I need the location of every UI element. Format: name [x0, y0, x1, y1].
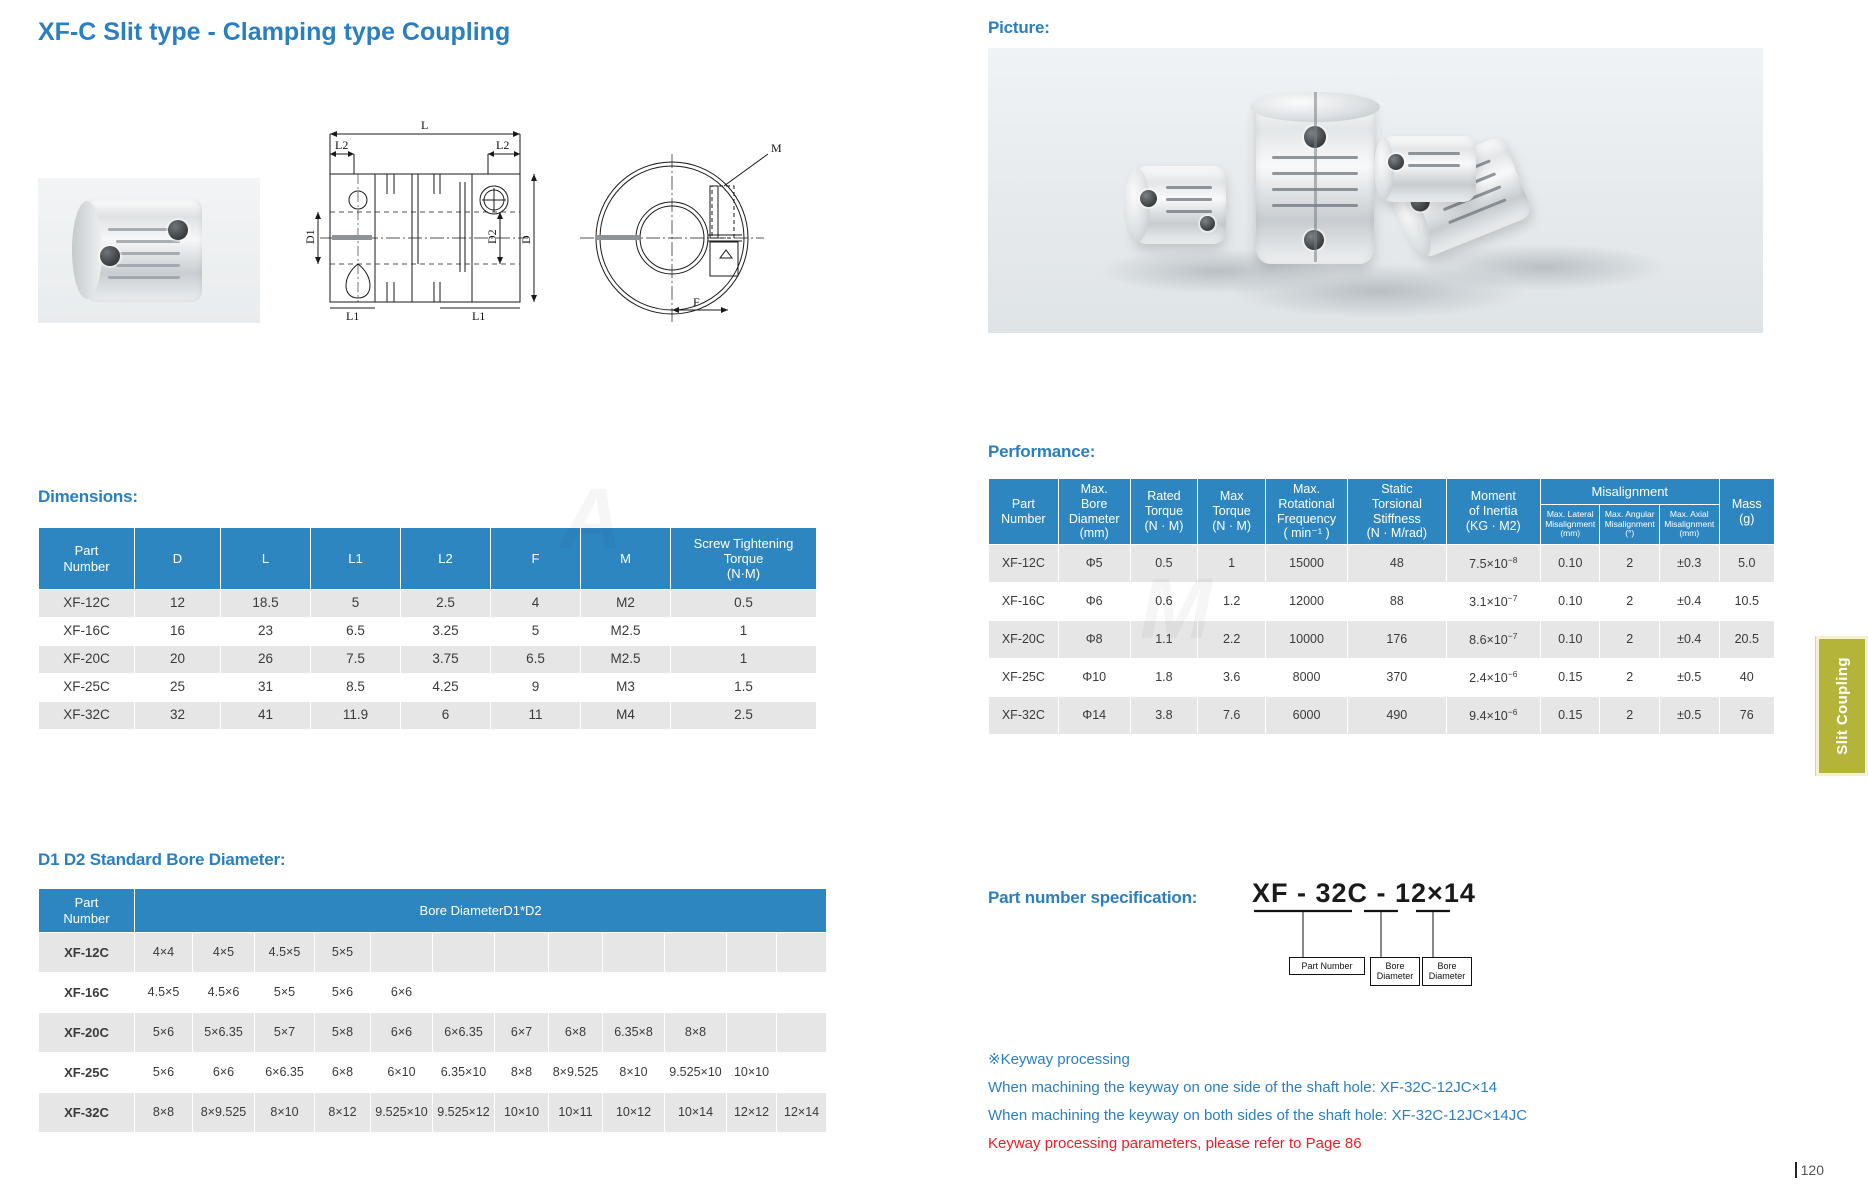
performance-cell-mass: 20.5 [1719, 621, 1774, 659]
performance-cell-moment-of-inertia: $2.4\times 10^{-6}$ [1446, 659, 1540, 697]
bore-cell: 10×10 [727, 1053, 777, 1093]
dimensions-cell: 26 [221, 646, 311, 674]
performance-cell-static-torsional-stiffness: 490 [1348, 697, 1447, 735]
keyway-heading: ※Keyway processing [988, 1051, 1130, 1068]
bore-cell: 6×6 [371, 1013, 433, 1053]
dimensions-cell: 4.25 [401, 674, 491, 702]
keyway-both-sides: When machining the keyway on both sides of the shaft hole: XF-32C-12JC×14JC [988, 1107, 1528, 1124]
table-row [39, 702, 817, 730]
performance-cell-max-torque: 2.2 [1198, 621, 1266, 659]
dimensions-header-row [39, 528, 817, 590]
table-row [39, 1093, 827, 1133]
dimensions-cell-part-number: XF-32C [39, 702, 135, 730]
spec-label-part-number: Part Number [1289, 957, 1365, 975]
performance-cell-static-torsional-stiffness: 176 [1348, 621, 1447, 659]
performance-cell-mass: 40 [1719, 659, 1774, 697]
bore-cell: 4×5 [193, 933, 255, 973]
bore-cell-part-number: XF-25C [39, 1053, 135, 1093]
bore-cell [727, 1013, 777, 1053]
performance-cell-static-torsional-stiffness: 370 [1348, 659, 1447, 697]
performance-cell-part-number: XF-25C [989, 659, 1059, 697]
performance-cell-max-rotational-frequency: 12000 [1266, 583, 1348, 621]
dimensions-cell: 20 [135, 646, 221, 674]
dimensions-cell: 18.5 [221, 590, 311, 618]
perf-header-part-number: Part Number [989, 479, 1059, 545]
performance-cell-static-torsional-stiffness: 88 [1348, 583, 1447, 621]
dimensions-cell: 3.25 [401, 618, 491, 646]
perf-header-misalignment-group: Misalignment [1540, 479, 1719, 505]
dimensions-cell: 1 [671, 646, 817, 674]
performance-cell-mass: 10.5 [1719, 583, 1774, 621]
table-row [39, 1013, 827, 1053]
performance-cell-max-axial-misalignment: ±0.5 [1659, 659, 1719, 697]
perf-header-max-torque: Max Torque (N · M) [1198, 479, 1266, 545]
bore-cell [777, 933, 827, 973]
performance-cell-max-lateral-misalignment: 0.10 [1540, 545, 1600, 583]
dimensions-cell: 31 [221, 674, 311, 702]
dimensions-cell: 11.9 [311, 702, 401, 730]
perf-header-moment-of-inertia: Moment of Inertia (KG · M2) [1446, 479, 1540, 545]
bore-cell: 5×6 [315, 973, 371, 1013]
performance-header-row-1 [989, 479, 1775, 505]
bore-cell: 8×8 [135, 1093, 193, 1133]
bore-cell-part-number: XF-20C [39, 1013, 135, 1053]
table-row [989, 583, 1775, 621]
side-tab-slit-coupling[interactable] [1816, 636, 1868, 776]
bore-cell: 6×10 [371, 1053, 433, 1093]
bore-cell: 4.5×6 [193, 973, 255, 1013]
performance-cell-max-torque: 1 [1198, 545, 1266, 583]
drawing-label-L1-right: L1 [472, 309, 486, 322]
bore-cell-part-number: XF-12C [39, 933, 135, 973]
bore-cell: 10×11 [549, 1093, 603, 1133]
performance-cell-rated-torque: 0.5 [1130, 545, 1198, 583]
bore-cell [777, 1053, 827, 1093]
bore-cell [549, 933, 603, 973]
performance-cell-max-lateral-misalignment: 0.15 [1540, 659, 1600, 697]
performance-cell-moment-of-inertia: $3.1\times 10^{-7}$ [1446, 583, 1540, 621]
dimensions-cell: 6 [401, 702, 491, 730]
spec-label-bore-diameter-2: Bore Diameter [1422, 957, 1472, 986]
performance-cell-max-axial-misalignment: ±0.3 [1659, 545, 1719, 583]
bore-cell [603, 973, 665, 1013]
table-row [39, 973, 827, 1013]
bore-cell-part-number: XF-16C [39, 973, 135, 1013]
bore-cell [777, 1013, 827, 1053]
performance-cell-moment-of-inertia: $9.4\times 10^{-6}$ [1446, 697, 1540, 735]
bore-cell: 8×10 [255, 1093, 315, 1133]
bore-cell [777, 973, 827, 1013]
performance-cell-max-bore-diameter: Φ10 [1058, 659, 1130, 697]
bore-cell: 5×6.35 [193, 1013, 255, 1053]
dimensions-cell: 8.5 [311, 674, 401, 702]
performance-cell-part-number: XF-16C [989, 583, 1059, 621]
performance-cell-max-torque: 7.6 [1198, 697, 1266, 735]
bore-cell: 4×4 [135, 933, 193, 973]
performance-cell-moment-of-inertia: $8.6\times 10^{-7}$ [1446, 621, 1540, 659]
bore-cell: 6×7 [495, 1013, 549, 1053]
dimensions-cell: 25 [135, 674, 221, 702]
keyway-one-side: When machining the keyway on one side of the shaft hole: XF-32C-12JC×14 [988, 1079, 1498, 1096]
table-row [39, 590, 817, 618]
bore-cell: 6×6 [193, 1053, 255, 1093]
page-title: XF-C Slit type - Clamping type Coupling [38, 18, 511, 46]
dimensions-cell-part-number: XF-25C [39, 674, 135, 702]
dimensions-cell: 32 [135, 702, 221, 730]
dimensions-cell: 16 [135, 618, 221, 646]
table-row [989, 545, 1775, 583]
dimensions-header-l1: L1 [311, 528, 401, 590]
bore-cell: 10×10 [495, 1093, 549, 1133]
dimensions-table-body [39, 590, 817, 730]
dimensions-header-d: D [135, 528, 221, 590]
dimensions-cell: 0.5 [671, 590, 817, 618]
bore-cell: 9.525×12 [433, 1093, 495, 1133]
performance-cell-part-number: XF-32C [989, 697, 1059, 735]
dimensions-table [38, 527, 817, 730]
bore-cell: 10×12 [603, 1093, 665, 1133]
table-row [39, 674, 817, 702]
dimensions-cell-part-number: XF-16C [39, 618, 135, 646]
bore-cell [549, 973, 603, 1013]
part-number-spec-code: XF - 32C - 12×14 [1252, 878, 1476, 908]
bore-diameter-table-body [39, 933, 827, 1133]
bore-cell: 4.5×5 [135, 973, 193, 1013]
bore-cell: 6×8 [315, 1053, 371, 1093]
performance-cell-max-lateral-misalignment: 0.10 [1540, 583, 1600, 621]
dimensions-header-m: M [581, 528, 671, 590]
table-row [39, 646, 817, 674]
coupling-illustration [86, 198, 202, 302]
performance-table-wrapper [988, 478, 1775, 735]
dimensions-cell: 6.5 [491, 646, 581, 674]
performance-cell-moment-of-inertia: $7.5\times 10^{-8}$ [1446, 545, 1540, 583]
bore-cell: 4.5×5 [255, 933, 315, 973]
perf-header-max-bore-diameter: Max. Bore Diameter (mm) [1058, 479, 1130, 545]
performance-cell-part-number: XF-20C [989, 621, 1059, 659]
table-row [39, 933, 827, 973]
bore-cell: 8×12 [315, 1093, 371, 1133]
perf-header-mass: Mass (g) [1719, 479, 1774, 545]
bore-cell: 5×7 [255, 1013, 315, 1053]
bore-header-part-number: Part Number [39, 889, 135, 933]
bore-cell: 8×9.525 [193, 1093, 255, 1133]
bore-cell-part-number: XF-32C [39, 1093, 135, 1133]
dimensions-header-part-number: Part Number [39, 528, 135, 590]
keyway-notes [988, 1050, 1748, 1152]
drawing-label-L2-right: L2 [496, 138, 510, 152]
bore-cell: 5×8 [315, 1013, 371, 1053]
technical-drawing [272, 112, 832, 327]
bore-cell: 8×9.525 [549, 1053, 603, 1093]
bore-cell: 8×8 [665, 1013, 727, 1053]
dimensions-cell: 11 [491, 702, 581, 730]
bore-cell [495, 933, 549, 973]
dimensions-cell-part-number: XF-20C [39, 646, 135, 674]
bore-cell: 5×6 [135, 1013, 193, 1053]
bore-cell: 6×6.35 [255, 1053, 315, 1093]
dimensions-cell: 41 [221, 702, 311, 730]
drawing-label-L2-left: L2 [335, 138, 349, 152]
side-tab-label: Slit Coupling [1833, 657, 1851, 755]
picture-title: Picture: [988, 18, 1050, 37]
drawing-label-L1-left: L1 [346, 309, 360, 322]
performance-cell-max-bore-diameter: Φ14 [1058, 697, 1130, 735]
table-row [989, 659, 1775, 697]
performance-table [988, 478, 1775, 735]
keyway-reference: Keyway processing parameters, please refer to Page 86 [988, 1135, 1362, 1152]
dimensions-cell: 2.5 [671, 702, 817, 730]
bore-cell [433, 933, 495, 973]
dimensions-cell: 5 [491, 618, 581, 646]
performance-cell-max-angular-misalignment: 2 [1600, 583, 1660, 621]
dimensions-cell: 1 [671, 618, 817, 646]
perf-header-max-rotational-frequency: Max. Rotational Frequency ( min⁻¹ ) [1266, 479, 1348, 545]
bore-cell: 6×8 [549, 1013, 603, 1053]
performance-cell-max-axial-misalignment: ±0.4 [1659, 621, 1719, 659]
bore-cell [665, 973, 727, 1013]
dimensions-header-l: L [221, 528, 311, 590]
dimensions-cell: M2.5 [581, 646, 671, 674]
performance-cell-max-angular-misalignment: 2 [1600, 697, 1660, 735]
bore-diameter-table-wrapper [38, 888, 827, 1133]
bore-cell: 6.35×10 [433, 1053, 495, 1093]
performance-cell-part-number: XF-12C [989, 545, 1059, 583]
product-photo-left [38, 178, 260, 323]
performance-cell-max-rotational-frequency: 6000 [1266, 697, 1348, 735]
bore-cell: 5×6 [135, 1053, 193, 1093]
dimensions-cell: M2.5 [581, 618, 671, 646]
dimensions-cell: 1.5 [671, 674, 817, 702]
performance-cell-max-axial-misalignment: ±0.5 [1659, 697, 1719, 735]
dimensions-cell: 7.5 [311, 646, 401, 674]
performance-table-body [989, 545, 1775, 735]
bore-cell [433, 973, 495, 1013]
dimensions-cell: 12 [135, 590, 221, 618]
dimensions-cell: 5 [311, 590, 401, 618]
performance-title: Performance: [988, 442, 1096, 461]
dimensions-cell: M4 [581, 702, 671, 730]
performance-cell-mass: 76 [1719, 697, 1774, 735]
performance-cell-max-bore-diameter: Φ6 [1058, 583, 1130, 621]
bore-cell [495, 973, 549, 1013]
drawing-label-D2: D2 [485, 229, 499, 244]
performance-cell-max-torque: 1.2 [1198, 583, 1266, 621]
spec-label-bore-diameter-1: Bore Diameter [1370, 957, 1420, 986]
dimensions-title: Dimensions: [38, 487, 138, 506]
performance-cell-max-angular-misalignment: 2 [1600, 621, 1660, 659]
dimensions-table-wrapper [38, 527, 817, 730]
performance-cell-mass: 5.0 [1719, 545, 1774, 583]
dimensions-cell: M3 [581, 674, 671, 702]
perf-header-max-angular-misalignment: Max. Angular Misalignment (°) [1600, 505, 1660, 545]
bore-cell: 9.525×10 [371, 1093, 433, 1133]
drawing-label-D: D [519, 235, 533, 244]
bore-cell [603, 933, 665, 973]
perf-header-rated-torque: Rated Torque (N · M) [1130, 479, 1198, 545]
dimensions-header-l2: L2 [401, 528, 491, 590]
table-row [989, 697, 1775, 735]
page-number: 120 [1795, 1162, 1824, 1178]
dimensions-cell: 6.5 [311, 618, 401, 646]
performance-cell-rated-torque: 0.6 [1130, 583, 1198, 621]
bore-cell: 10×14 [665, 1093, 727, 1133]
performance-cell-max-torque: 3.6 [1198, 659, 1266, 697]
dimensions-header-screw-torque: Screw Tightening Torque (N·M) [671, 528, 817, 590]
bore-diameter-table [38, 888, 827, 1133]
bore-cell: 9.525×10 [665, 1053, 727, 1093]
performance-cell-max-angular-misalignment: 2 [1600, 659, 1660, 697]
performance-cell-max-axial-misalignment: ±0.4 [1659, 583, 1719, 621]
performance-cell-rated-torque: 3.8 [1130, 697, 1198, 735]
bore-cell: 6.35×8 [603, 1013, 665, 1053]
bore-cell [727, 973, 777, 1013]
bore-cell: 6×6 [371, 973, 433, 1013]
bore-cell [727, 933, 777, 973]
bore-cell: 6×6.35 [433, 1013, 495, 1053]
performance-cell-max-lateral-misalignment: 0.10 [1540, 621, 1600, 659]
part-number-spec-title: Part number specification: [988, 888, 1198, 907]
dimensions-cell: 4 [491, 590, 581, 618]
perf-header-max-lateral-misalignment: Max. Lateral Misalignment (mm) [1540, 505, 1600, 545]
bore-cell: 8×8 [495, 1053, 549, 1093]
performance-cell-max-rotational-frequency: 8000 [1266, 659, 1348, 697]
perf-header-static-torsional-stiffness: Static Torsional Stiffness (N · M/rad) [1348, 479, 1447, 545]
drawing-label-F: F [693, 295, 700, 309]
product-picture [988, 48, 1763, 333]
dimensions-cell: 3.75 [401, 646, 491, 674]
bore-cell [371, 933, 433, 973]
dimensions-cell: 23 [221, 618, 311, 646]
drawing-label-M: M [771, 141, 782, 155]
performance-cell-static-torsional-stiffness: 48 [1348, 545, 1447, 583]
dimensions-cell: 2.5 [401, 590, 491, 618]
performance-cell-max-angular-misalignment: 2 [1600, 545, 1660, 583]
table-row [989, 621, 1775, 659]
performance-cell-max-rotational-frequency: 15000 [1266, 545, 1348, 583]
bore-header-row [39, 889, 827, 933]
perf-header-max-axial-misalignment: Max. Axial Misalignment (mm) [1659, 505, 1719, 545]
table-row [39, 618, 817, 646]
dimensions-cell: M2 [581, 590, 671, 618]
bore-header-span: Bore DiameterD1*D2 [135, 889, 827, 933]
dimensions-header-f: F [491, 528, 581, 590]
performance-cell-max-bore-diameter: Φ5 [1058, 545, 1130, 583]
bore-diameter-title: D1 D2 Standard Bore Diameter: [38, 850, 286, 869]
bore-cell: 5×5 [255, 973, 315, 1013]
performance-cell-max-rotational-frequency: 10000 [1266, 621, 1348, 659]
dimensions-cell-part-number: XF-12C [39, 590, 135, 618]
performance-cell-rated-torque: 1.8 [1130, 659, 1198, 697]
performance-cell-max-lateral-misalignment: 0.15 [1540, 697, 1600, 735]
performance-cell-max-bore-diameter: Φ8 [1058, 621, 1130, 659]
bore-cell: 5×5 [315, 933, 371, 973]
drawing-label-L: L [421, 118, 429, 132]
bore-cell [665, 933, 727, 973]
table-row [39, 1053, 827, 1093]
bore-cell: 12×12 [727, 1093, 777, 1133]
performance-cell-rated-torque: 1.1 [1130, 621, 1198, 659]
dimensions-cell: 9 [491, 674, 581, 702]
bore-cell: 12×14 [777, 1093, 827, 1133]
drawing-label-D1: D1 [303, 229, 317, 244]
bore-cell: 8×10 [603, 1053, 665, 1093]
